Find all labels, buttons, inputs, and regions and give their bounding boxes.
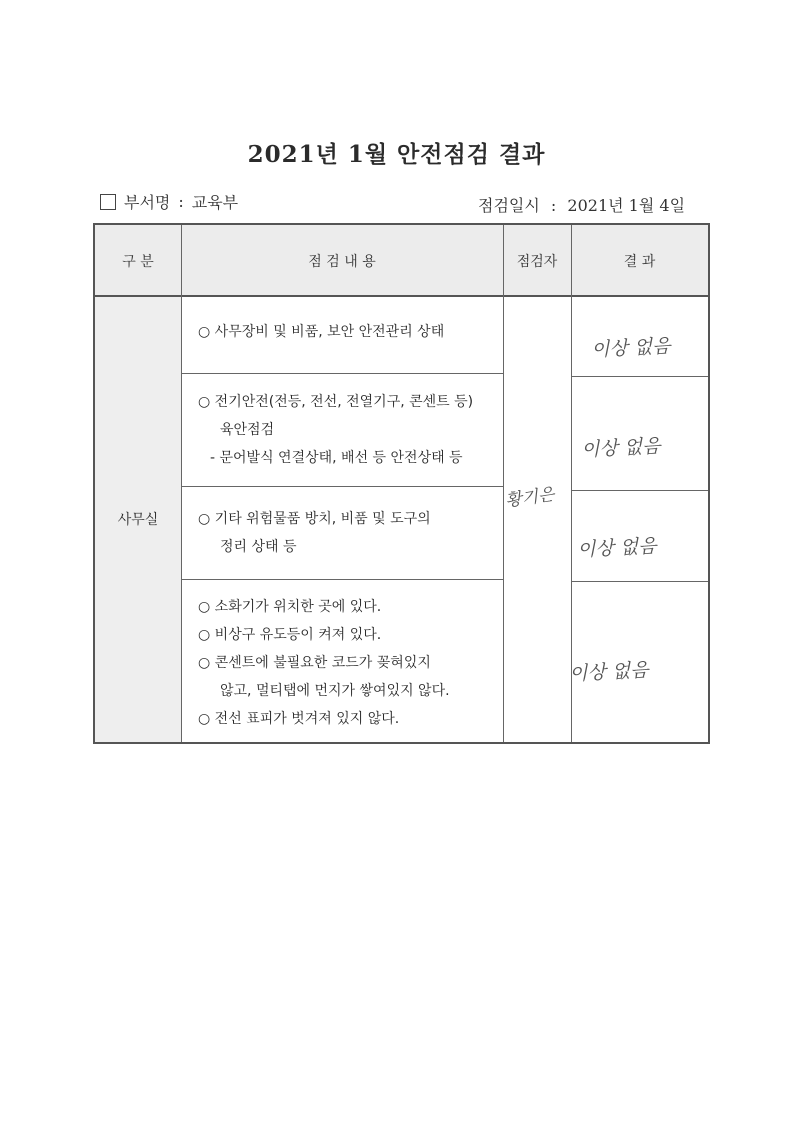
inspector-signature: 황기은 xyxy=(504,484,556,512)
row-2-content xyxy=(198,388,473,472)
row-1-line-1: ○ 사무장비 및 비품, 보안 안전관리 상태 xyxy=(198,324,445,340)
row-2-line-3: - 문어발식 연결상태, 배선 등 안전상태 등 xyxy=(210,450,463,466)
inspection-table xyxy=(93,223,710,744)
inspection-date-label: 점검일시 xyxy=(478,196,540,215)
department-line xyxy=(100,190,238,213)
row-divider-3-content xyxy=(181,579,503,580)
row-4-line-4: 않고, 멀티탭에 먼지가 쌓여있지 않다. xyxy=(220,683,450,699)
row-3-line-1: ○ 기타 위험물품 방치, 비품 및 도구의 xyxy=(198,511,431,527)
category-office: 사무실 xyxy=(95,296,181,742)
row-4-result: 이상 없음 xyxy=(568,658,650,686)
header-inspector: 점검자 xyxy=(503,225,571,296)
col-divider-1 xyxy=(181,225,182,742)
header-content: 점 검 내 용 xyxy=(181,225,503,296)
row-divider-2-result xyxy=(571,490,708,491)
row-3-content xyxy=(198,505,431,561)
row-4-line-1: ○ 소화기가 위치한 곳에 있다. xyxy=(198,599,382,615)
department-value: 교육부 xyxy=(191,193,239,212)
inspection-date-line xyxy=(478,193,685,216)
row-divider-1-content xyxy=(181,373,503,374)
document-title: 2021년 1월 안전점검 결과 xyxy=(247,141,546,168)
header-result: 결 과 xyxy=(571,225,708,296)
checkbox-icon[interactable] xyxy=(100,194,116,210)
row-4-content xyxy=(198,593,450,733)
row-divider-1-result xyxy=(571,376,708,377)
row-3-line-2: 정리 상태 등 xyxy=(220,539,297,555)
row-divider-3-result xyxy=(571,581,708,582)
row-3-result: 이상 없음 xyxy=(576,534,658,562)
department-colon: : xyxy=(178,192,184,211)
row-divider-2-content xyxy=(181,486,503,487)
inspection-date-colon: : xyxy=(550,196,557,215)
row-2-result: 이상 없음 xyxy=(580,434,662,462)
row-1-result: 이상 없음 xyxy=(590,334,672,362)
row-4-line-3: ○ 콘센트에 불필요한 코드가 꽂혀있지 xyxy=(198,655,431,671)
row-4-line-2: ○ 비상구 유도등이 켜져 있다. xyxy=(198,627,382,643)
header-divider xyxy=(95,295,708,297)
inspection-date-value: 2021년 1월 4일 xyxy=(567,196,686,215)
row-2-line-1: ○ 전기안전(전등, 전선, 전열기구, 콘센트 등) xyxy=(198,394,474,410)
department-label: 부서명 xyxy=(124,193,171,212)
header-category: 구 분 xyxy=(95,225,181,296)
col-divider-2 xyxy=(503,225,504,742)
row-4-line-5: ○ 전선 표피가 벗겨져 있지 않다. xyxy=(198,711,400,727)
row-1-content xyxy=(198,318,444,346)
row-2-line-2: 육안점검 xyxy=(220,422,275,438)
